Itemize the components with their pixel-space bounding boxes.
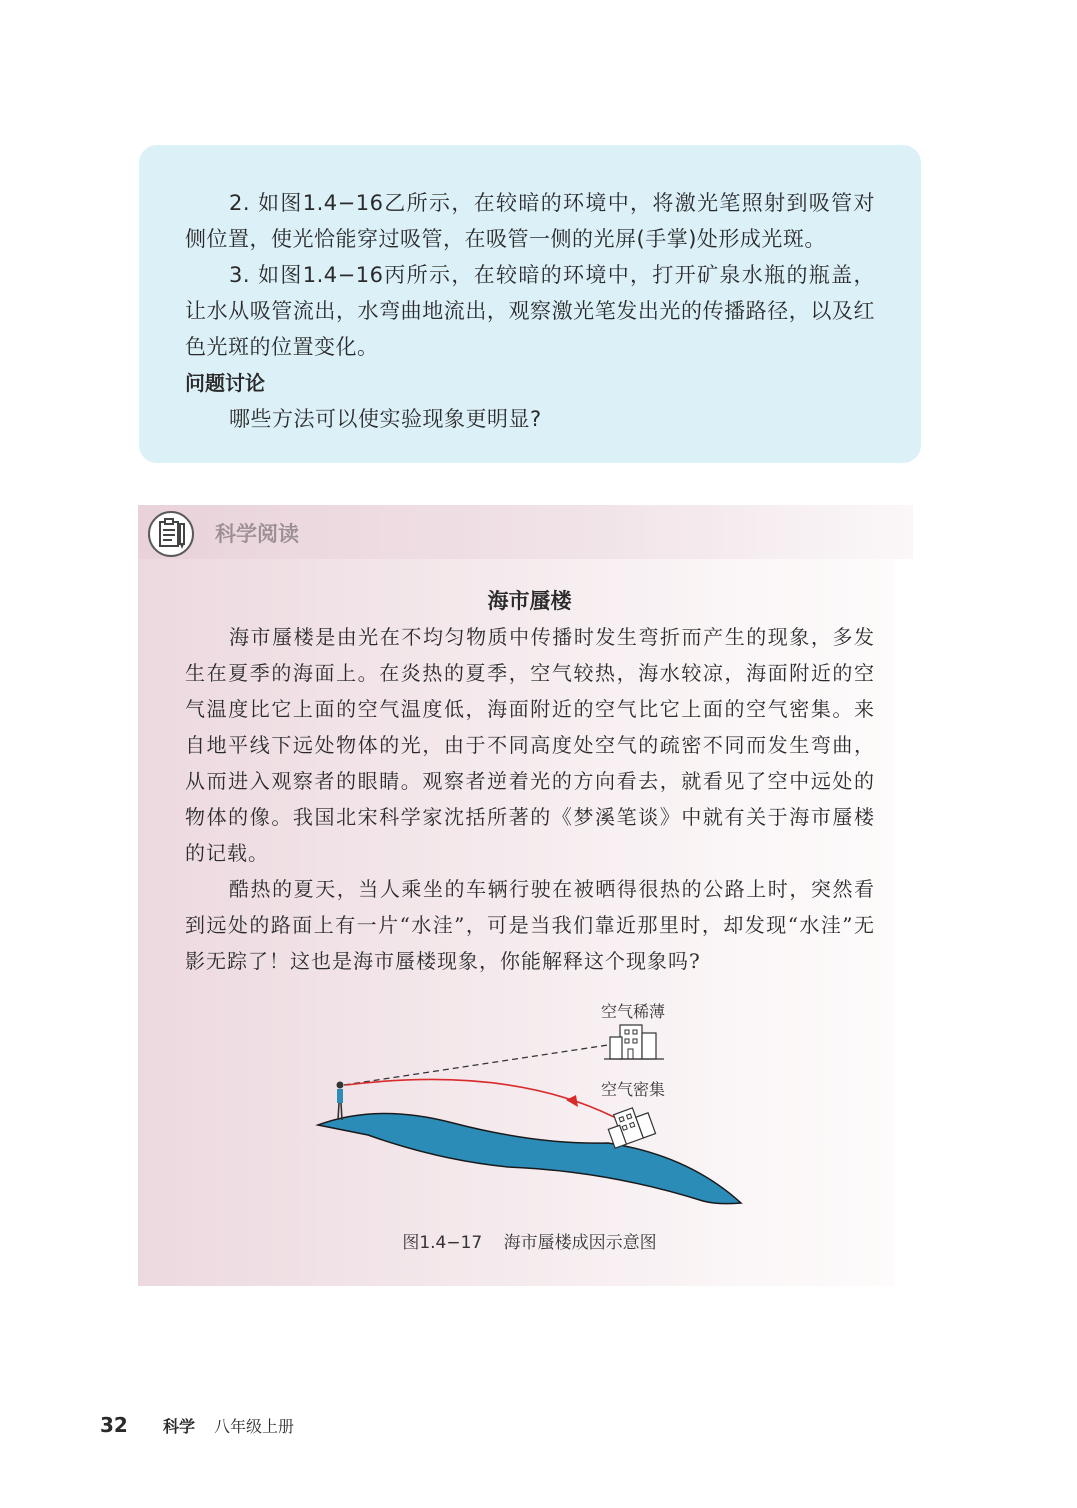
page-footer [100, 1413, 294, 1437]
image-building [604, 1025, 664, 1059]
grade-volume: 八年级上册 [214, 1417, 295, 1436]
figure-number: 图1.4−17 [402, 1233, 483, 1253]
ray-arrowhead [566, 1095, 578, 1107]
activity-box [139, 145, 921, 463]
label-thin-air: 空气稀薄 [601, 1002, 666, 1021]
activity-step-3: 3. 如图1.4−16丙所示，在较暗的环境中，打开矿泉水瓶的瓶盖，让水从吸管流出，水弯曲地流出，观察激光笔发出光的传播路径，以及红色光斑的位置变化。 [185, 263, 875, 359]
sea-surface [318, 1113, 741, 1203]
book-title: 科学 [162, 1417, 195, 1436]
discussion-question: 哪些方法可以使实验现象更明显? [229, 407, 542, 431]
section-title: 科学阅读 [215, 522, 299, 546]
real-building [604, 1103, 655, 1148]
reading-header [138, 505, 913, 559]
clipboard-pen-icon [148, 511, 194, 557]
article-title: 海市蜃楼 [487, 588, 572, 613]
article-paragraph-1: 海市蜃楼是由光在不均匀物质中传播时发生弯折而产生的现象，多发生在夏季的海面上。在炎热的夏季，空气较热，海水较凉，海面附近的空气温度比它上面的空气温度低，海面附近的空气比它上面的空气密集。来自地平线下远处物体的光，由于不同高度处空气的疏密不同而发生弯曲，从而进入观察者的眼睛。观察者逆着光的方向看去，就看见了空中远处的物体的像。我国北宋科学家沈括所著的《梦溪笔谈》中就有关于海市蜃楼的记载。 [185, 625, 875, 865]
line-of-sight [344, 1045, 608, 1085]
mirage-diagram [308, 995, 768, 1215]
figure-caption [138, 1228, 921, 1253]
activity-step-2: 2. 如图1.4−16乙所示，在较暗的环境中，将激光笔照射到吸管对侧位置，使光恰能穿过吸管，在吸管一侧的光屏(手掌)处形成光斑。 [185, 191, 875, 251]
discussion-heading: 问题讨论 [185, 371, 265, 395]
observer-figure [337, 1082, 344, 1121]
article-paragraph-2: 酷热的夏天，当人乘坐的车辆行驶在被晒得很热的公路上时，突然看到远处的路面上有一片“水洼”，可是当我们靠近那里时，却发现“水洼”无影无踪了！这也是海市蜃楼现象，你能解释这个现象吗? [185, 877, 875, 973]
page-number: 32 [100, 1413, 128, 1437]
science-reading-panel [138, 505, 894, 1286]
article-body [185, 619, 875, 979]
figure-title: 海市蜃楼成因示意图 [503, 1233, 657, 1253]
label-dense-air: 空气密集 [601, 1080, 666, 1099]
